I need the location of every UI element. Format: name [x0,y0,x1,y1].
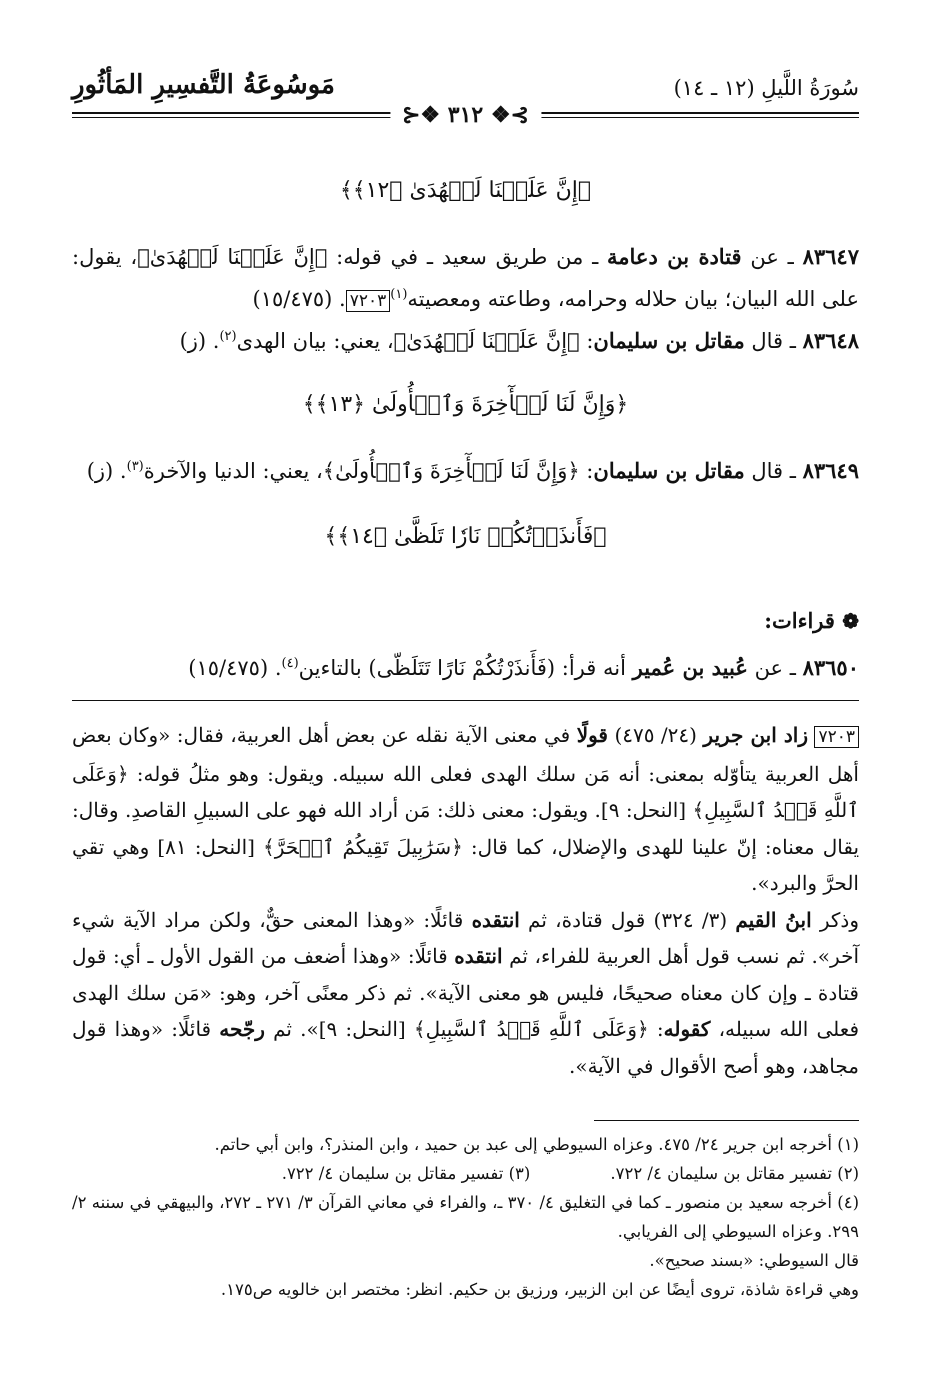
footnote-separator [594,1120,859,1121]
footnote-ref[interactable]: (١) [390,287,408,302]
entry-number: ٨٣٦٤٨ [802,328,859,353]
narrator: قتادة بن دعامة [607,244,742,269]
footnote-ref[interactable]: (٢) [219,329,237,344]
commentary-number-box: ٧٢٠٣ [814,726,859,748]
narrator: عُبيد بن عُمير [632,655,748,680]
ayah-heading: ﴿وَإِنَّ لَنَا لَلۡأٓخِرَةَ وَٱلۡأُولَىٰ ﴿١٣﴾﴾ [302,392,629,417]
commentary-ref-box[interactable]: ٧٢٠٣ [346,290,391,312]
footnote-1: (١) أخرجه ابن جرير ٢٤/ ٤٧٥. وعزاه السيوطي إلى عبد بن حميد ، وابن المنذر؟، وابن أبي حاتم. [214,1135,859,1154]
footnote-2-3-row [72,1159,859,1188]
ayah-heading: ﴿فَأَنذَرۡتُكُمۡ نَارٗا تَلَظَّىٰ ﴿١٤﴾﴾ [324,524,607,549]
commentary-paragraph-1: ٧٢٠٣ زاد ابن جرير (٢٤/ ٤٧٥) قولًا في معنى الآية نقله عن بعض أهل العربية، فقال: «وكان بعض أهل العربية يتأوّله بمعنى: أنه مَن سلك الهدى فعلى الله سبيله. ويقول: وهو مثلُ قوله: ﴿وَعَلَى ٱللَّهِ قَصۡدُ ٱلسَّبِيلِ﴾ [النحل: ٩]. ويقول: معنى ذلك: مَن أراد الله فهو على السبيلِ القاصدِ. وقال: يقال معناه: إنّ علينا للهدى والإضلال، كما قال: ﴿سَرَٰبِيلَ تَقِيكُمُ ٱلۡحَرَّ﴾ [النحل: ٨١] وهي تقي الحرَّ والبرد». [72,723,860,895]
flower-ornament-icon: ❁ [842,609,859,633]
entry-number: ٨٣٦٤٩ [802,458,859,483]
footnote-4: (٤) أخرجه سعيد بن منصور ـ كما في التغليق ٤/ ٣٧٠ ـ، والفراء في معاني القرآن ٣/ ٢٧١ ـ ٢٧٢، والبيهقي في سننه ٢/ ٢٩٩. وعزاه السيوطي إلى الفريابي. [72,1193,860,1241]
footnote-ref[interactable]: (٤) [281,656,299,671]
commentary-divider [72,700,859,701]
book-title: مَوسُوعَةُ التَّفسِيرِ المَأثُورِ [72,70,335,100]
narrator: مقاتل بن سليمان [593,458,745,483]
narrator: مقاتل بن سليمان [593,328,745,353]
footnote-4-note: قال السيوطي: «بسند صحيح». [649,1251,859,1270]
entry-number: ٨٣٦٤٧ [802,244,859,269]
footnotes [72,1130,859,1304]
entry-83649: ٨٣٦٤٩ ـ قال مقاتل بن سليمان: ﴿وَإِنَّ لَنَا لَلۡأٓخِرَةَ وَٱلۡأُولَىٰ﴾، يعني: الدنيا والآخرة$^{(٣)}$. (ز) [86,458,859,483]
surah-title: سُورَةُ اللَّيلِ (١٢ ـ ١٤) [673,76,859,100]
footnote-2: (٢) تفسير مقاتل بن سليمان ٤/ ٧٢٢. [610,1164,859,1183]
section-heading-qiraat: ❁ قراءات: [764,608,859,633]
commentary-paragraph-2: وذكر ابنُ القيم (٣/ ٣٢٤) قول قتادة، ثم انتقده قائلًا: «وهذا المعنى حقٌّ، ولكن مراد الآية شيء آخر». ثم نسب قول أهل العربية للفراء، ثم انتقده قائلًا: «وهذا أضعف من القول الأول ـ أي: قول قتادة ـ وإن كان معناه صحيحًا، فليس هو معنى الآية». ثم ذكر معنًى آخر، وهو: «مَن سلك الهدى فعلى الله سبيله، كقوله: ﴿وَعَلَى ٱللَّهِ قَصۡدُ ٱلسَّبِيلِ﴾ [النحل: ٩]». ثم رجّحه قائلًا: «وهذا قول مجاهد، وهو أصح الأقوال في الآية». [72,907,859,1078]
main-content [72,0,859,1384]
footnote-3: (٣) تفسير مقاتل بن سليمان ٤/ ٧٢٢. [281,1164,531,1183]
entry-83650: ٨٣٦٥٠ ـ عن عُبيد بن عُمير أنه قرأ: (فَأَنذَرْتُكُمْ نَارًا تَتَلَظّى) بالتاءين$^{(٤)}$. (١٥/٤٧٥) [188,655,859,680]
commentary-block [72,717,859,1084]
entry-number: ٨٣٦٥٠ [802,655,859,680]
entry-83647: ٨٣٦٤٧ ـ عن قتادة بن دعامة ـ من طريق سعيد ـ في قوله: ﴿إِنَّ عَلَيۡنَا لَلۡهُدَىٰ﴾، يقول: على الله البيان؛ بيان حلاله وحرامه، وطاعته ومعصيته$^{(١)}$٧٢٠٣. (١٥/٤٧٥) [72,244,859,311]
ayah-heading: ﴿إِنَّ عَلَيۡنَا لَلۡهُدَىٰ ﴿١٢﴾﴾ [339,178,592,203]
footnote-4-note2: وهي قراءة شاذة، تروى أيضًا عن ابن الزبير، ورزيق بن حكيم. انظر: مختصر ابن خالويه ص١٧٥. [220,1280,859,1299]
footnote-ref[interactable]: (٣) [126,459,144,474]
entry-83648: ٨٣٦٤٨ ـ قال مقاتل بن سليمان: ﴿إِنَّ عَلَيۡنَا لَلۡهُدَىٰ﴾، يعني: بيان الهدى$^{(٢)}$. (ز) [179,328,859,353]
page-number: ⊱❖ ٣١٢ ❖⊰ [390,102,541,128]
